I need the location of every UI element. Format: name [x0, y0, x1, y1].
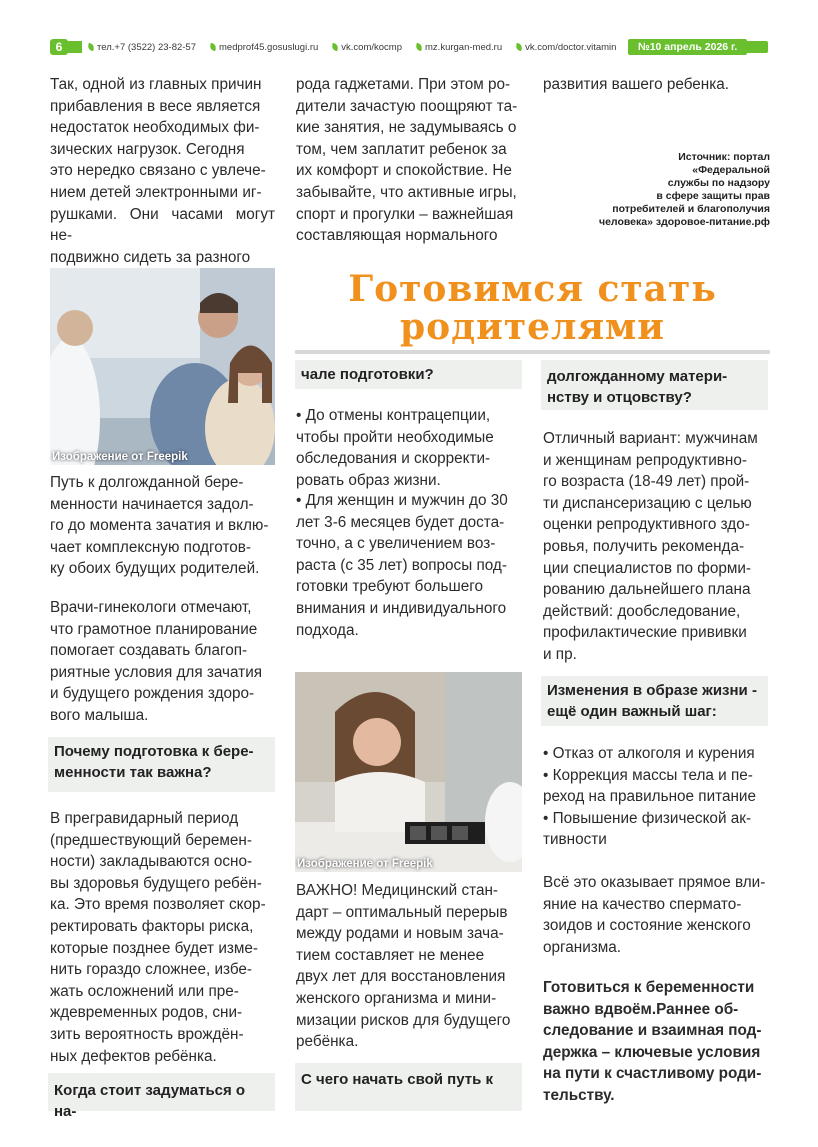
bullet-contraception: • До отмены контрацепции, чтобы пройти необходимые обследования и скорректи- ровать образ жизни. — [296, 407, 494, 489]
page-number: 6 — [50, 39, 68, 55]
important-paragraph: ВАЖНО! Медицинский стан- дарт – оптимальный перерыв между родами и новым зача- тием составляет не менее двух лет для восстановления женского организма и мини- мизации рисков для будущего ребёнка. — [296, 882, 511, 1051]
question-when-start-part1: Когда стоит задуматься о на- — [48, 1073, 275, 1111]
article-title: Готовимся стать родителями — [348, 268, 717, 348]
header-link-gosuslugi[interactable]: medprof45.gosuslugi.ru — [210, 42, 318, 53]
ultrasound-photo-illustration — [295, 672, 522, 872]
header-link-vk-doctor[interactable]: vk.com/doctor.vitamin — [516, 42, 616, 53]
top-col1: Так, одной из главных причин прибавления в весе является недостаток необходимых фи- зических нагрузок. Сегодня это нередко связано с увлече- нием детей электронными иг- рушками. Они часами могут не- подвижно сидеть за разного — [50, 76, 275, 266]
pregravid-paragraph: В прегравидарный период (предшествующий беремен- ности) закладываются осно- вы здоровья будущего ребён- ка. Это время позволяет скор- ректировать факторы риска, которые позднее будет изме- нить гораздо сложнее, избе- жать осложнений или пре- ждевременных родов, сни- зить вероятность врождён- ных дефектов ребёнка. — [50, 810, 266, 1065]
intro-paragraph: Путь к долгожданной бере- менности начинается задол- го до момента зачатия и вклю- чает комплексную подготов- ку обоих будущих родителей. — [50, 474, 269, 578]
question-where-start-part1: С чего начать свой путь к — [295, 1063, 522, 1111]
header-contacts — [82, 39, 636, 55]
photo-couple-doctor — [50, 268, 275, 465]
question-where-start-part2: долгожданному матери- нству и отцовству? — [541, 360, 768, 410]
top-col3: развития вашего ребенка. — [543, 76, 730, 93]
question-when-start-part2: чале подготовки? — [295, 360, 522, 389]
leaf-icon — [415, 43, 422, 51]
lifestyle-bullets: • Отказ от алкоголя и курения • Коррекция массы тела и пе- реход на правильное питание • Повышение физической ак- тивности — [543, 745, 756, 849]
impact-paragraph: Всё это оказывает прямое вли- яние на качество спермато- зоидов и состояние женского организма. — [543, 874, 766, 956]
leaf-icon — [87, 43, 94, 51]
header-link-kurgan-med[interactable]: mz.kurgan-med.ru — [416, 42, 502, 53]
bullet-age: • Для женщин и мужчин до 30 лет 3-6 месяцев будет доста- точно, а с увеличением воз- раста (с 35 лет) вопросы под- готовки требуют большего внимания и индивидуального подхода. — [296, 492, 508, 639]
closing-paragraph: Готовиться к беременности важно вдвоём.Раннее об- следование и взаимная под- держка – ключевые условия на пути к счастливому роди- тельству. — [543, 979, 762, 1104]
issue-label: №10 апрель 2026 г. — [628, 39, 747, 55]
leaf-icon — [515, 43, 522, 51]
image-credit: Изображение от Freepik — [297, 858, 433, 870]
question-why-important: Почему подготовка к бере- менности так важна? — [48, 737, 275, 792]
photo-ultrasound — [295, 672, 522, 872]
couple-photo-illustration — [50, 268, 275, 465]
leaf-icon — [209, 43, 216, 51]
header-link-vk-kocmp[interactable]: vk.com/kocmp — [332, 42, 402, 53]
top-col2: рода гаджетами. При этом ро- дители зачастую поощряют та- кие занятия, не задумываясь о том, чем заплатит ребенок за их комфорт и спокойствие. Не забывайте, что активные игры, спорт и прогулки – важнейшая составляющая нормального — [296, 76, 518, 245]
image-credit: Изображение от Freepik — [52, 451, 188, 463]
question-lifestyle: Изменения в образе жизни - ещё один важный шаг: — [541, 676, 768, 726]
screening-paragraph: Отличный вариант: мужчинам и женщинам репродуктивно- го возраста (18-49 лет) прой- ти диспансеризацию с целью оценки репродуктивного здо- ровья, получить рекоменда- ции специалистов по форми- рованию дальнейшего плана действий: дообследование, профилактические прививки и пр. — [543, 430, 758, 663]
header-phone[interactable]: тел.+7 (3522) 23-82-57 — [88, 42, 196, 53]
source-note: Источник: портал «Федеральной службы по надзору в сфере защиты прав потребителей и благополучия человека» здоровое-питание.рф — [598, 151, 770, 228]
gynecologists-paragraph: Врачи-гинекологи отмечают, что грамотное планирование помогает создавать благоп- риятные условия для зачатия и будущего рождения здоро- вого малыша. — [50, 599, 263, 724]
title-divider — [295, 350, 770, 354]
leaf-icon — [332, 43, 339, 51]
